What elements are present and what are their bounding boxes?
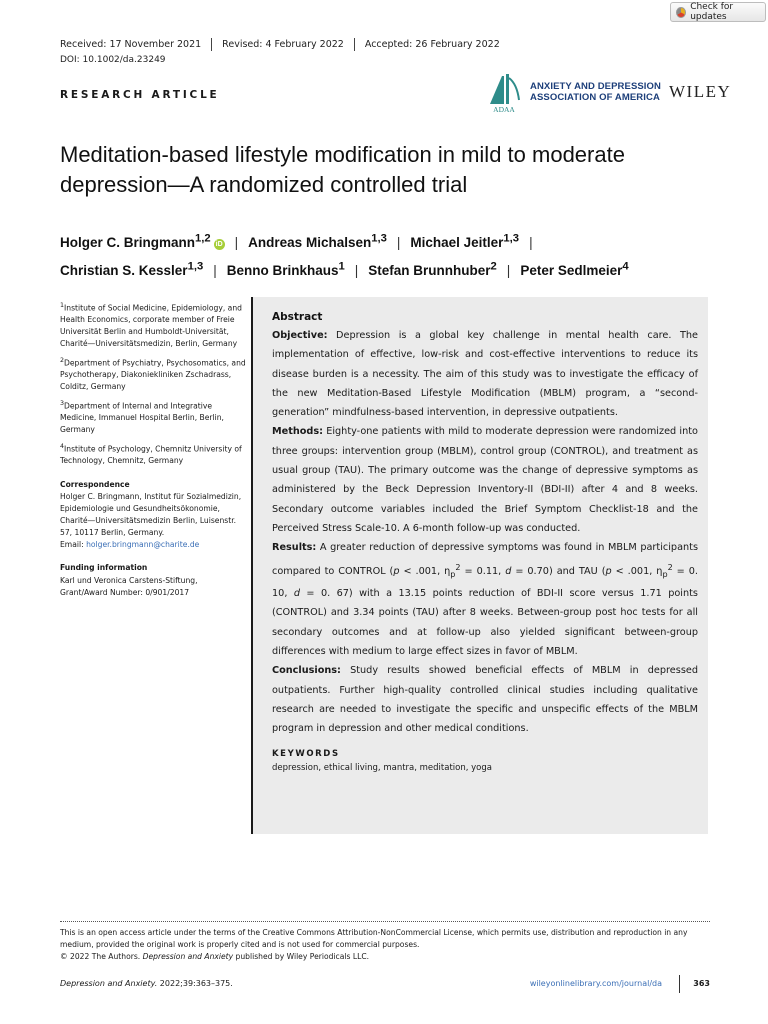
received-date: Received: 17 November 2021 [60,39,202,50]
adaa-logo-text: ADAA [493,105,515,114]
accepted-date: Accepted: 26 February 2022 [354,38,510,51]
author-name[interactable]: Peter Sedlmeier$^4$ [520,260,629,278]
orcid-icon[interactable]: iD [215,240,223,248]
revised-date: Revised: 4 February 2022 [211,38,354,51]
correspondence-email-row [60,539,246,551]
author-name[interactable]: Andreas Michalsen$^{1,3}$ [248,232,387,250]
affiliation: $^1$Institute of Social Medicine, Epidemiology, and Health Economics, corporate member of Freie Universität Berlin and Humboldt-Universität, Charité—Universitätsmedizin, Berlin, Germany [60,302,242,348]
copyright-line: © 2022 The Authors. Depression and Anxiety published by Wiley Periodicals LLC. [60,952,370,961]
keywords-list: depression, ethical living, mantra, meditation, yoga [272,763,492,774]
page-number: 363 [693,979,710,988]
page-footer [60,975,710,995]
journal-citation: Depression and Anxiety. 2022;39:363–375. [60,979,233,988]
abstract-methods: Methods: Eighty-one patients with mild to moderate depression were randomized into three groups: intervention group (MBLM), control group (CONTROL), and treatment as usual group (TAU). The primary outcome was the change of depressive symptoms as administered by the Beck Depression Inventory-II (BDI-II) after 4 and 8 weeks. Secondary outcome variables included the Brief Symptom Checklist-18 and the Perceived Stress Scale-10. A 6-month follow-up was conducted. [272,426,698,534]
doi[interactable]: DOI: 10.1002/da.23249 [60,55,166,65]
article-dates [60,38,510,51]
affiliation: $^2$Department of Psychiatry, Psychosomatics, and Psychotherapy, Diakoniekliniken Zschadrass, Colditz, Germany [60,356,246,391]
abstract-conclusions: Conclusions: Study results showed beneficial effects of MBLM in depressed outpatients. Further high-quality controlled clinical studies including qualitative research are needed to investigate the specific and unspecific effects of the MBLM program in depression and other medical conditions. [272,665,698,735]
adaa-name-line1: ANXIETY AND DEPRESSION [530,81,662,92]
adaa-name-line2: ASSOCIATION OF AMERICA [530,92,660,103]
correspondence-text: Holger C. Bringmann, Institut für Sozialmedizin, Epidemiologie und Gesundheitsökonomie, Charité—Universitätsmedizin Berlin, Luisenstr. 57, 10117 Berlin, Germany. [60,492,242,537]
author-name[interactable]: Benno Brinkhaus$^1$ [226,260,345,278]
affiliations-sidebar [60,300,246,599]
adaa-name [530,81,661,103]
license-text: This is an open access article under the terms of the Creative Commons Attribution-NonCommercial License, which permits use, distribution and reproduction in any medium, provided the original work is properly cited and is not used for commercial purposes. [60,928,688,949]
funding-heading: Funding information [60,563,148,573]
email-label: Email: [60,539,84,549]
author-line-2 [60,255,720,284]
author-line-1 [60,226,720,255]
affiliation: $^3$Department of Internal and Integrative Medicine, Immanuel Hospital Berlin, Berlin, Germany [60,399,224,434]
author-separator: | [396,234,401,250]
journal-url-link[interactable]: wileyonlinelibrary.com/journal/da [529,979,662,988]
license-footnote [60,921,710,963]
funding-text: Karl und Veronica Carstens-Stiftung, Grant/Award Number: 0/901/2017 [60,576,198,598]
footer-divider [679,975,680,993]
publisher-logos [484,70,731,114]
author-name[interactable]: Holger C. Bringmann$^{1,2}$ [60,232,211,250]
check-for-updates-button[interactable] [670,2,766,22]
abstract-results: Results: A greater reduction of depressive symptoms was found in MBLM participants compared to CONTROL (p < .001, $\eta_p^2 = 0.11$, d = 0.70) and TAU (p < .001, $\eta_p^2 = 0$. 10, d = 0. 67) with a 13.15 points reduction of BDI-II score versus 1.71 points (CONTROL) and 3.34 points (TAU) after 8 weeks. Between-group post hoc tests for all secondary outcomes and at follow-up also yielded significant between-group differences with medium to large effect sizes in favor of MBLM. [272,542,698,657]
author-separator: | [506,263,511,278]
adaa-logo-icon [484,70,524,114]
author-name[interactable]: Christian S. Kessler$^{1,3}$ [60,260,204,278]
check-for-updates-label: Check for updates [690,2,734,22]
crossmark-icon [676,7,686,18]
author-separator: | [213,263,217,278]
article-type: RESEARCH ARTICLE [60,89,220,101]
author-separator: | [354,263,359,278]
author-separator: | [529,234,533,250]
affiliation: $^4$Institute of Psychology, Chemnitz University of Technology, Chemnitz, Germany [60,442,242,465]
author-name[interactable]: Stefan Brunnhuber$^2$ [368,260,497,278]
author-separator: | [234,234,239,250]
correspondence-heading: Correspondence [60,479,130,489]
abstract-objective: Objective: Depression is a global key challenge in mental health care. The implementation of effective, low-risk and cost-effective interventions to reduce its disease burden is a necessity. The aim of this study was to investigate the efficacy of the new Meditation-Based Lifestyle Modification (MBLM) program, a “second-generation” mindfulness-based intervention, in depressive outpatients. [272,330,698,419]
abstract-heading: Abstract [272,311,323,323]
author-list [60,226,720,283]
wiley-logo: WILEY [669,82,732,101]
article-title: Meditation-based lifestyle modification in mild to moderate depression—A randomized controlled trial [60,142,625,197]
correspondence-email-link[interactable]: holger.bringmann@charite.de [86,539,200,549]
author-name[interactable]: Michael Jeitler$^{1,3}$ [410,232,520,250]
abstract-box [251,297,708,834]
keywords-heading: KEYWORDS [272,749,340,760]
